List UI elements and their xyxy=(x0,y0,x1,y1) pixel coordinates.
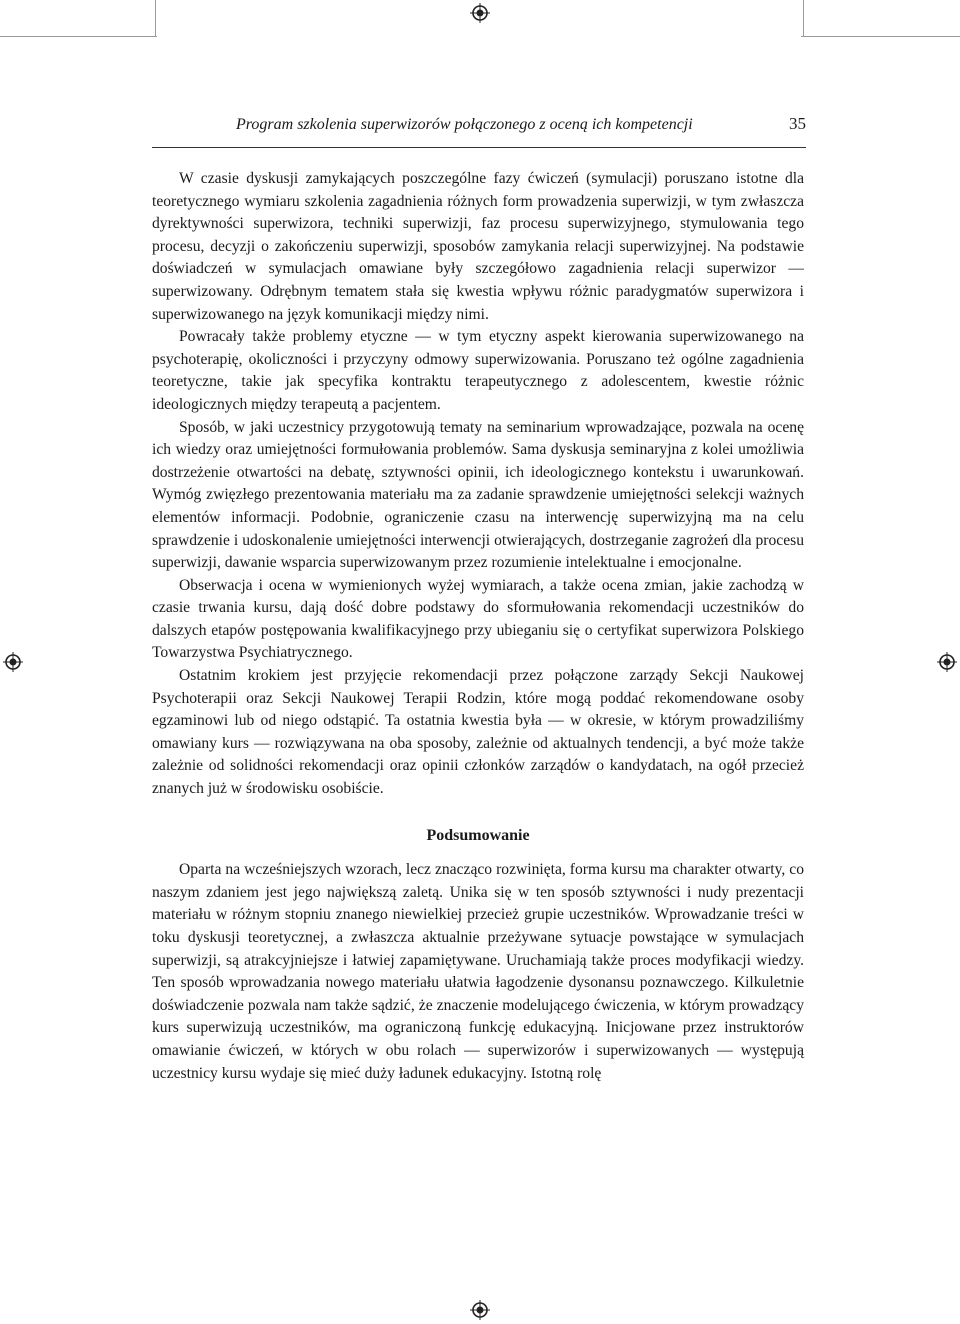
registration-mark-icon xyxy=(470,1300,490,1320)
paragraph: Sposób, w jaki uczestnicy przygotowują tematy na seminarium wprowadzające, pozwala na ocenę ich wiedzy oraz umiejętności formułowania problemów. Sama dyskusja seminaryjna z kolei umożliwia dostrzeżenie otwartości na debatę, sztywności opinii, ich ideologicznego kontekstu i uwarunkowań. Wymóg zwięzłego prezentowania materiału ma za zadanie sprawdzenie umiejętności selekcji ważnych elementów informacji. Podobnie, ograniczenie czasu na interwencję superwizyjną ma na celu sprawdzenie i udoskonalenie umiejętności interwencji otwierających, dostrzeganie zagrożeń dla procesu superwizji, dawanie wsparcia superwizowanym przez rozumienie intelektualne i emocjonalne. xyxy=(152,418,804,572)
paragraph: Oparta na wcześniejszych wzorach, lecz znacząco rozwinięta, forma kursu ma charakter otwarty, co naszym zdaniem jest jego największą zaletą. Unika się w ten sposób sztywności i nudy prezentacji materiału w różnym stopniu znanego niewielkiej przecież grupie uczestników. Wprowadzanie treści w toku dyskusji teoretycznej, a zwłaszcza aktualnie przeżywane sytuacje powstające w symulacjach superwizji, są atrakcyjniejsze i łatwiej zapamiętywane. Uruchamiają także proces modyfikacji wiedzy. Ten sposób wprowadzania nowego materiału ułatwia łagodzenie dysonansu poznawczego. Kilkuletnie doświadczenie pozwala nam także sądzić, że znaczenie modelującego ćwiczenia, w którym prowadzący kurs superwizują uczestników, ma ograniczoną funkcję edukacyjną. Inicjowane przez instruktorów omawianie ćwiczeń, w których w obu rolach — superwizorów i superwizowanych — występują uczestnicy kursu wydaje się mieć duży ładunek edukacyjny. Istotną rolę xyxy=(152,861,804,1082)
paragraph: W czasie dyskusji zamykających poszczególne fazy ćwiczeń (symulacji) poruszano istotne dla teoretycznego wymiaru szkolenia zagadnienia różnych form prowadzenia superwizji, w tym zwłaszcza dyrektywności superwizora, techniki superwizji, faz procesu superwizyjnego, stymulowania tego procesu, decyzji o zakończeniu superwizji, sposobów zamykania relacji superwizyjnej. Na podstawie doświadczeń w symulacjach omawiane były szczegółowo zagadnienia relacji superwizor — superwizowany. Odrębnym tematem stała się kwestia wpływu różnic paradygmatów superwizora i superwizowanego na język komunikacji między nimi. xyxy=(152,170,804,323)
registration-mark-icon xyxy=(470,3,490,23)
paragraph: Ostatnim krokiem jest przyjęcie rekomendacji przez połączone zarządy Sekcji Naukowej Psychoterapii oraz Sekcji Naukowej Terapii Rodzin, które mogą poddać rekomendowane osoby egzaminowi lub od niego odstąpić. Ta ostatnia kwestia była — w okresie, w którym prowadziliśmy omawiany kurs — rozwiązywana na oba sposoby, zależnie od aktualnych tendencji, a być może także zależnie od solidności rekomendacji oraz opinii członków zarządów o kandydatach, na ogół przecież znanych już w środowisku osobiście. xyxy=(152,667,804,798)
crop-mark-left-horizontal xyxy=(0,36,157,37)
page-number: 35 xyxy=(789,114,806,133)
body-text xyxy=(152,168,804,1085)
paragraph: Obserwacja i ocena w wymienionych wyżej wymiarach, a także ocena zmian, jakie zachodzą w czasie trwania kursu, dają dość dobre podstawy do sformułowania rekomendacji uczestników do dalszych etapów postępowania kwalifikacyjnego przy ubieganiu się o certyfikat superwizora Polskiego Towarzystwa Psychiatrycznego. xyxy=(152,576,804,662)
running-head: Program szkolenia superwizorów połączonego z oceną ich kompetencji xyxy=(236,116,693,133)
header-rule xyxy=(152,147,806,148)
crop-mark-top-right xyxy=(803,0,804,37)
crop-mark-top-left xyxy=(155,0,156,37)
crop-mark-right-horizontal xyxy=(801,36,960,37)
registration-mark-icon xyxy=(3,652,23,672)
section-heading: Podsumowanie xyxy=(426,826,530,844)
paragraph: Powracały także problemy etyczne — w tym etyczny aspekt kierowania superwizowanego na psychoterapię, okoliczności i przyczyny odmowy superwizowania. Poruszano też ogólne zagadnienia teoretyczne, takie jak specyfika kontraktu terapeutycznego z adolescentem, kwestie różnic ideologicznych między terapeutą a pacjentem. xyxy=(152,328,804,413)
registration-mark-icon xyxy=(937,652,957,672)
